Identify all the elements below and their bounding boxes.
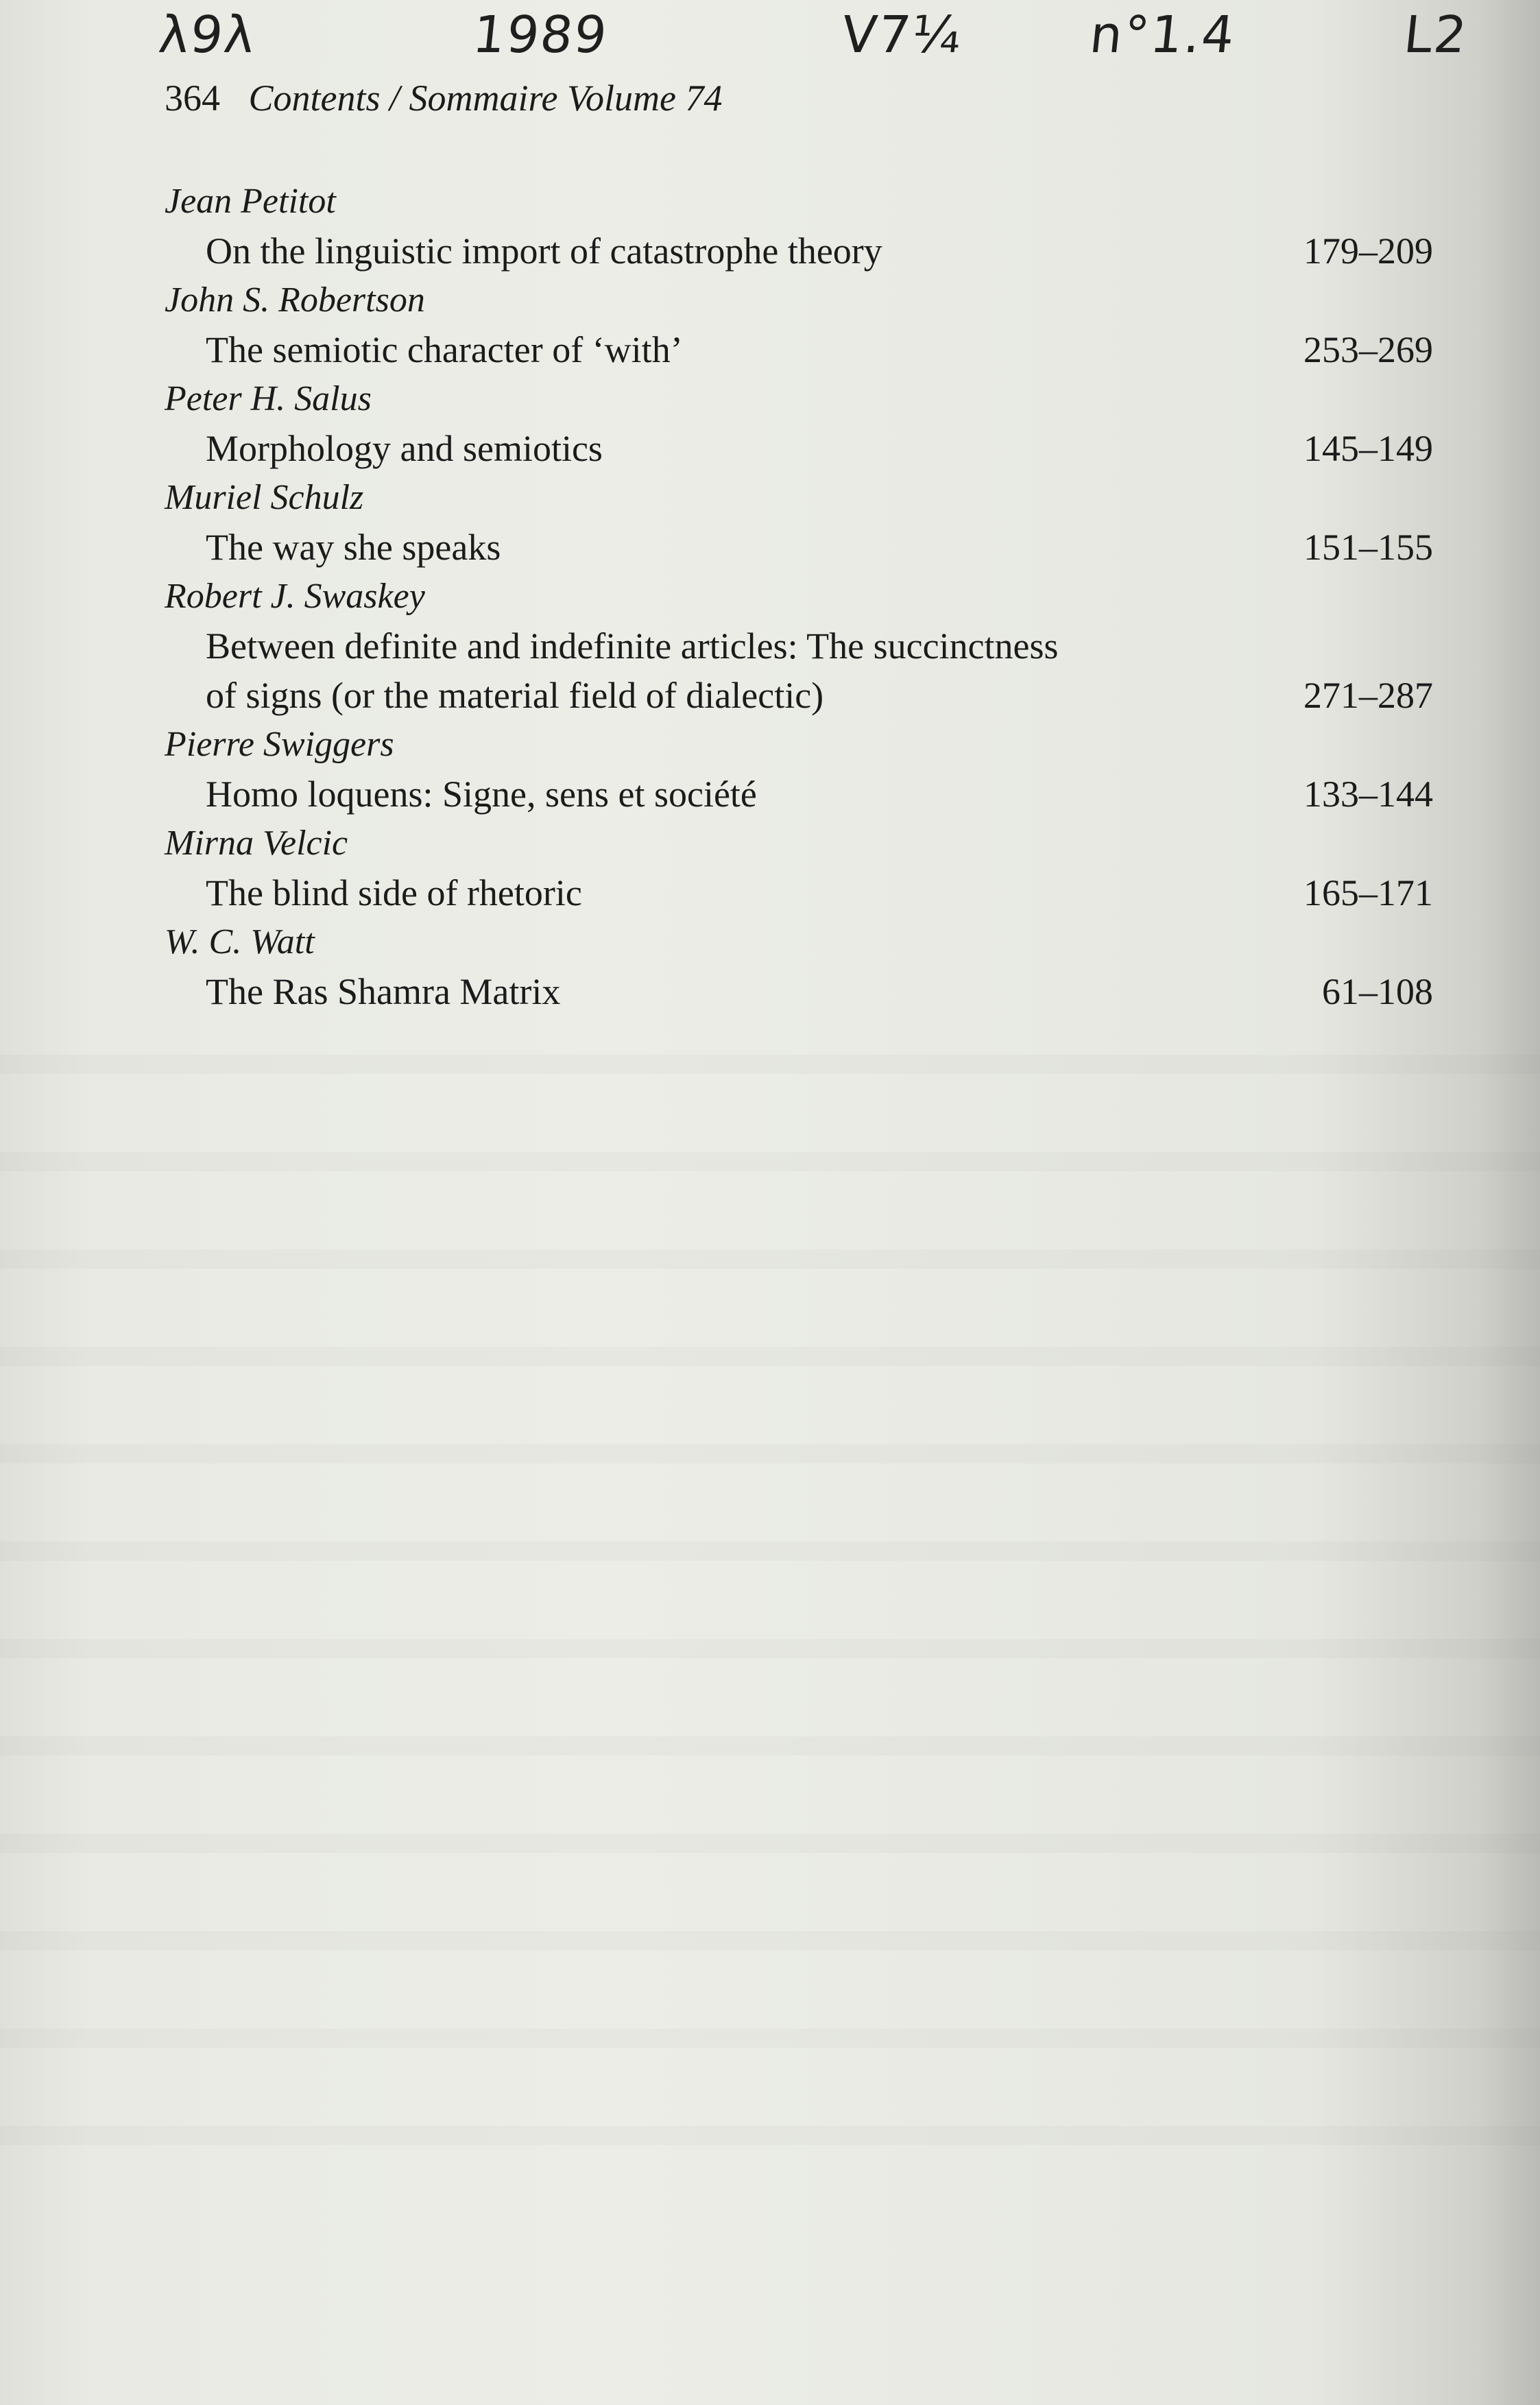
entry-pages: 145–149 [1303, 428, 1433, 469]
entry-title: Morphology and semiotics [206, 428, 603, 469]
entry-author: Jean Petitot [165, 182, 336, 221]
entry-row [165, 868, 1433, 918]
entry-pages: 133–144 [1303, 774, 1433, 815]
toc-entry [165, 276, 1433, 374]
toc-entry [165, 177, 1433, 276]
entry-author: Peter H. Salus [165, 379, 372, 418]
entry-row [165, 325, 1433, 374]
page-number: 364 [165, 77, 220, 119]
entry-pages: 179–209 [1303, 230, 1433, 272]
entry-pages: 165–171 [1303, 872, 1433, 913]
toc-entry [165, 473, 1433, 572]
page-header [165, 77, 722, 119]
entry-title-continued: of signs (or the material field of dialectic) [206, 675, 824, 716]
entry-row [165, 523, 1433, 572]
toc-entry [165, 720, 1433, 819]
bleed-through-background [0, 1015, 1540, 2181]
entry-pages: 151–155 [1303, 527, 1433, 568]
entry-title: Homo loquens: Signe, sens et société [206, 774, 757, 815]
entry-pages: 271–287 [1303, 675, 1433, 716]
toc-entry [165, 918, 1433, 1016]
entry-row [165, 424, 1433, 473]
handwritten-annotation-volume: V7¼ [839, 5, 965, 64]
handwritten-annotation-issue: n°1.4 [1087, 5, 1239, 64]
entry-row [165, 967, 1433, 1016]
entry-row [165, 671, 1433, 720]
entry-row [165, 621, 1433, 671]
entry-title: The way she speaks [206, 527, 501, 568]
entry-pages: 253–269 [1303, 329, 1433, 370]
entry-pages: 61–108 [1322, 971, 1433, 1012]
entry-row [165, 226, 1433, 276]
entry-row [165, 769, 1433, 819]
entry-author: Pierre Swiggers [165, 725, 394, 764]
handwritten-annotation-1: λ9λ [156, 5, 259, 64]
toc-entry [165, 572, 1433, 720]
handwritten-annotation-year: 1989 [470, 5, 611, 64]
running-title: Contents / Sommaire Volume 74 [248, 77, 723, 119]
toc-entry [165, 819, 1433, 918]
handwritten-annotation-code: L2 [1401, 5, 1471, 64]
entry-title: The semiotic character of ‘with’ [206, 329, 683, 370]
entry-author: John S. Robertson [165, 280, 425, 320]
entry-author: Robert J. Swaskey [165, 577, 425, 616]
entry-author: Muriel Schulz [165, 478, 364, 517]
entry-author: W. C. Watt [165, 922, 315, 961]
table-of-contents [165, 177, 1433, 1016]
entry-title: The Ras Shamra Matrix [206, 971, 561, 1012]
entry-title: On the linguistic import of catastrophe theory [206, 230, 882, 272]
entry-title: The blind side of rhetoric [206, 872, 582, 913]
entry-title: Between definite and indefinite articles: The succinctness [206, 625, 1059, 667]
entry-author: Mirna Velcic [165, 824, 348, 863]
toc-entry [165, 374, 1433, 473]
